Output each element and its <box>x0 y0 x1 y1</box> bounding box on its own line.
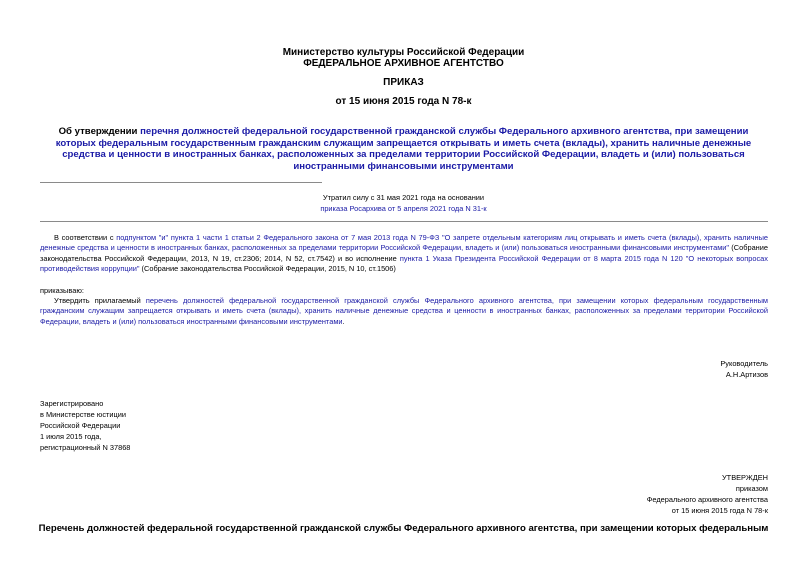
approval-line: УТВЕРЖДЕН <box>721 473 768 482</box>
approval-line: Федерального архивного агентства <box>646 495 768 504</box>
document-type: ПРИКАЗ <box>383 77 424 88</box>
order-text-1: Утвердить прилагаемый <box>54 296 146 305</box>
title-divider <box>40 182 322 183</box>
order-paragraph <box>40 296 768 327</box>
registration-line: в Министерстве юстиции <box>40 410 127 419</box>
federal-law-link[interactable]: подпунктом "и" пункта 1 части 1 статьи 2 Федерального закона от 7 мая 2013 года N 79-ФЗ "О запрете отдельным категориям лиц открывать и иметь счета (вклады), хранить наличные денежные средства и ценности в иностранных банках, расположенных за пределами территории Российской Федерации, владеть и (или) пользоваться иностранными финансовыми инструментами" <box>40 233 769 253</box>
status-container <box>0 204 807 214</box>
document-date: от 15 июня 2015 года N 78-к <box>335 96 472 107</box>
presidential-decree-link[interactable]: пункта 1 Указа Президента Российской Федерации от 8 марта 2015 года N 120 "О некоторых вопросах противодействия коррупции" <box>40 253 768 274</box>
registration-line: Российской Федерации <box>40 421 121 430</box>
registration-line: Зарегистрировано <box>40 399 104 408</box>
signature-position: Руководитель <box>720 359 768 368</box>
registration-line: 1 июля 2015 года, <box>40 432 102 441</box>
agency-name: ФЕДЕРАЛЬНОЕ АРХИВНОЕ АГЕНТСТВО <box>303 58 504 69</box>
approval-line: приказом <box>735 484 768 493</box>
basis-paragraph <box>40 233 768 275</box>
appendix-title: Перечень должностей федеральной государственной гражданской службы Федерального архивного агентства, при замещении которых федеральным <box>38 523 769 534</box>
status-divider <box>40 221 768 222</box>
basis-text-2: (Собрание законодательства Российской Федерации, 2013, N 19, ст.2306; 2014, N 52, ст.7542) и во исполнение <box>40 243 768 263</box>
orders-label: приказываю: <box>40 286 84 295</box>
status-text: Утратил силу с 31 мая 2021 года на основании <box>322 193 485 202</box>
approval-block <box>647 472 768 516</box>
signature-block <box>720 358 768 380</box>
repeal-order-link[interactable]: приказа Росархива от 5 апреля 2021 года N 31-к <box>320 204 487 213</box>
basis-text-3: (Собрание законодательства Российской Федерации, 2015, N 10, ст.1506) <box>139 264 396 274</box>
registration-line: регистрационный N 37868 <box>40 443 131 452</box>
title-prefix: Об утверждении <box>58 126 141 137</box>
order-text-2: . <box>342 316 345 326</box>
signature-name: А.Н.Артизов <box>725 370 768 379</box>
approval-line: от 15 июня 2015 года N 78-к <box>671 506 768 515</box>
title-link[interactable]: перечня должностей федеральной государственной гражданской службы Федерального архивного агентства, при замещении которых федеральным государственным гражданским служащим запрещается открывать и иметь счета (вклады), хранить наличные денежные средства и ценности в иностранных банках, расположенных за пределами территории Российской Федерации, владеть и (или) пользоваться иностранными финансовыми инструментами <box>55 126 752 172</box>
document-title <box>44 126 763 172</box>
registration-block <box>40 398 130 453</box>
basis-text-1: В соответствии с <box>54 233 117 242</box>
ministry-name: Министерство культуры Российской Федерации <box>282 47 525 58</box>
appendix-list-link[interactable]: перечень должностей федеральной государственной гражданской службы Федерального архивного агентства, при замещении которых федеральным государственным гражданским служащим запрещается открывать и иметь счета (вклады), хранить наличные денежные средства и ценности в иностранных банках, расположенных за пределами территории Российской Федерации, владеть и (или) пользоваться иностранными финансовыми инструментами <box>40 296 768 326</box>
